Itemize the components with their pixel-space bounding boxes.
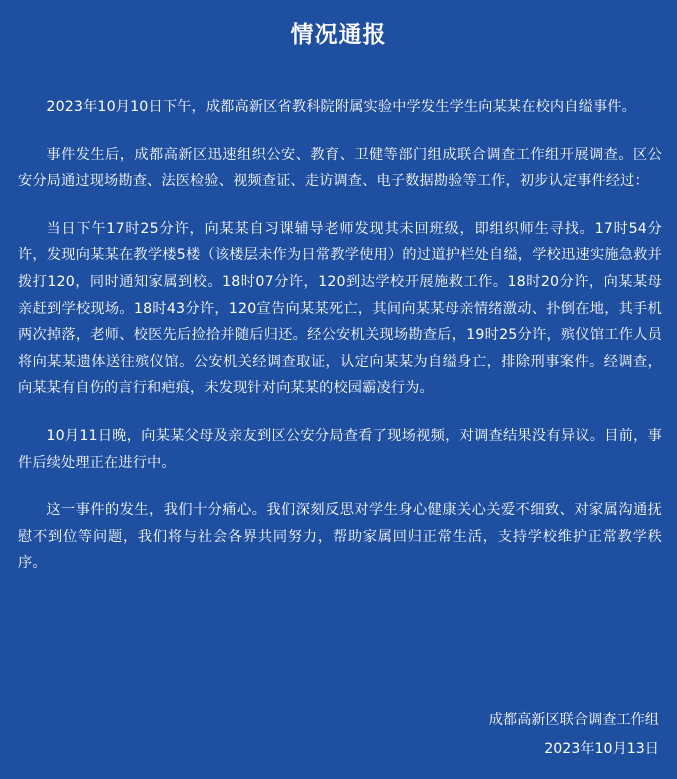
notice-title: 情况通报	[290, 22, 387, 48]
signature-organization: 成都高新区联合调查工作组	[488, 712, 659, 728]
paragraph-incident: 2023年10月10日下午，成都高新区省教科院附属实验中学发生学生向某某在校内自缢事件。	[46, 99, 636, 115]
paragraph-family-review: 10月11日晚，向某某父母及亲友到区公安分局查看了现场视频，对调查结果没有异议。目前，事件后续处理正在进行中。	[18, 427, 662, 471]
paragraph-investigation: 事件发生后，成都高新区迅速组织公安、教育、卫健等部门组成联合调查工作组开展调查。区公安分局通过现场勘查、法医检验、视频查证、走访调查、电子数据勘验等工作，初步认定事件经过：	[18, 146, 662, 190]
paragraph-timeline: 当日下午17时25分许，向某某自习课辅导老师发现其未回班级，即组织师生寻找。17时54分许，发现向某某在教学楼5楼（该楼层未作为日常教学使用）的过道护栏处自缢，学校迅速实施急救并拨打120，同时通知家属到校。18时07分许，120到达学校开展施救工作。18时20分许，向某某母亲赶到学校现场。18时43分许，120宣告向某某死亡，其间向某某母亲情绪激动、扑倒在地，其手机两次掉落，老师、校医先后捡拾并随后归还。经公安机关现场勘查后，19时25分许，殡仪馆工作人员将向某某遗体送往殡仪馆。公安机关经调查取证，认定向某某为自缢身亡，排除刑事案件。经调查，向某某有自伤的言行和疤痕，未发现针对向某某的校园霸凌行为。	[18, 220, 662, 397]
paragraph-reflection: 这一事件的发生，我们十分痛心。我们深刻反思对学生身心健康关心关爱不细致、对家属沟通抚慰不到位等问题，我们将与社会各界共同努力，帮助家属回归正常生活，支持学校维护正常教学秩序。	[18, 502, 662, 572]
notice-body	[18, 94, 662, 598]
signature-block	[489, 706, 659, 764]
signature-date: 2023年10月13日	[544, 741, 659, 757]
